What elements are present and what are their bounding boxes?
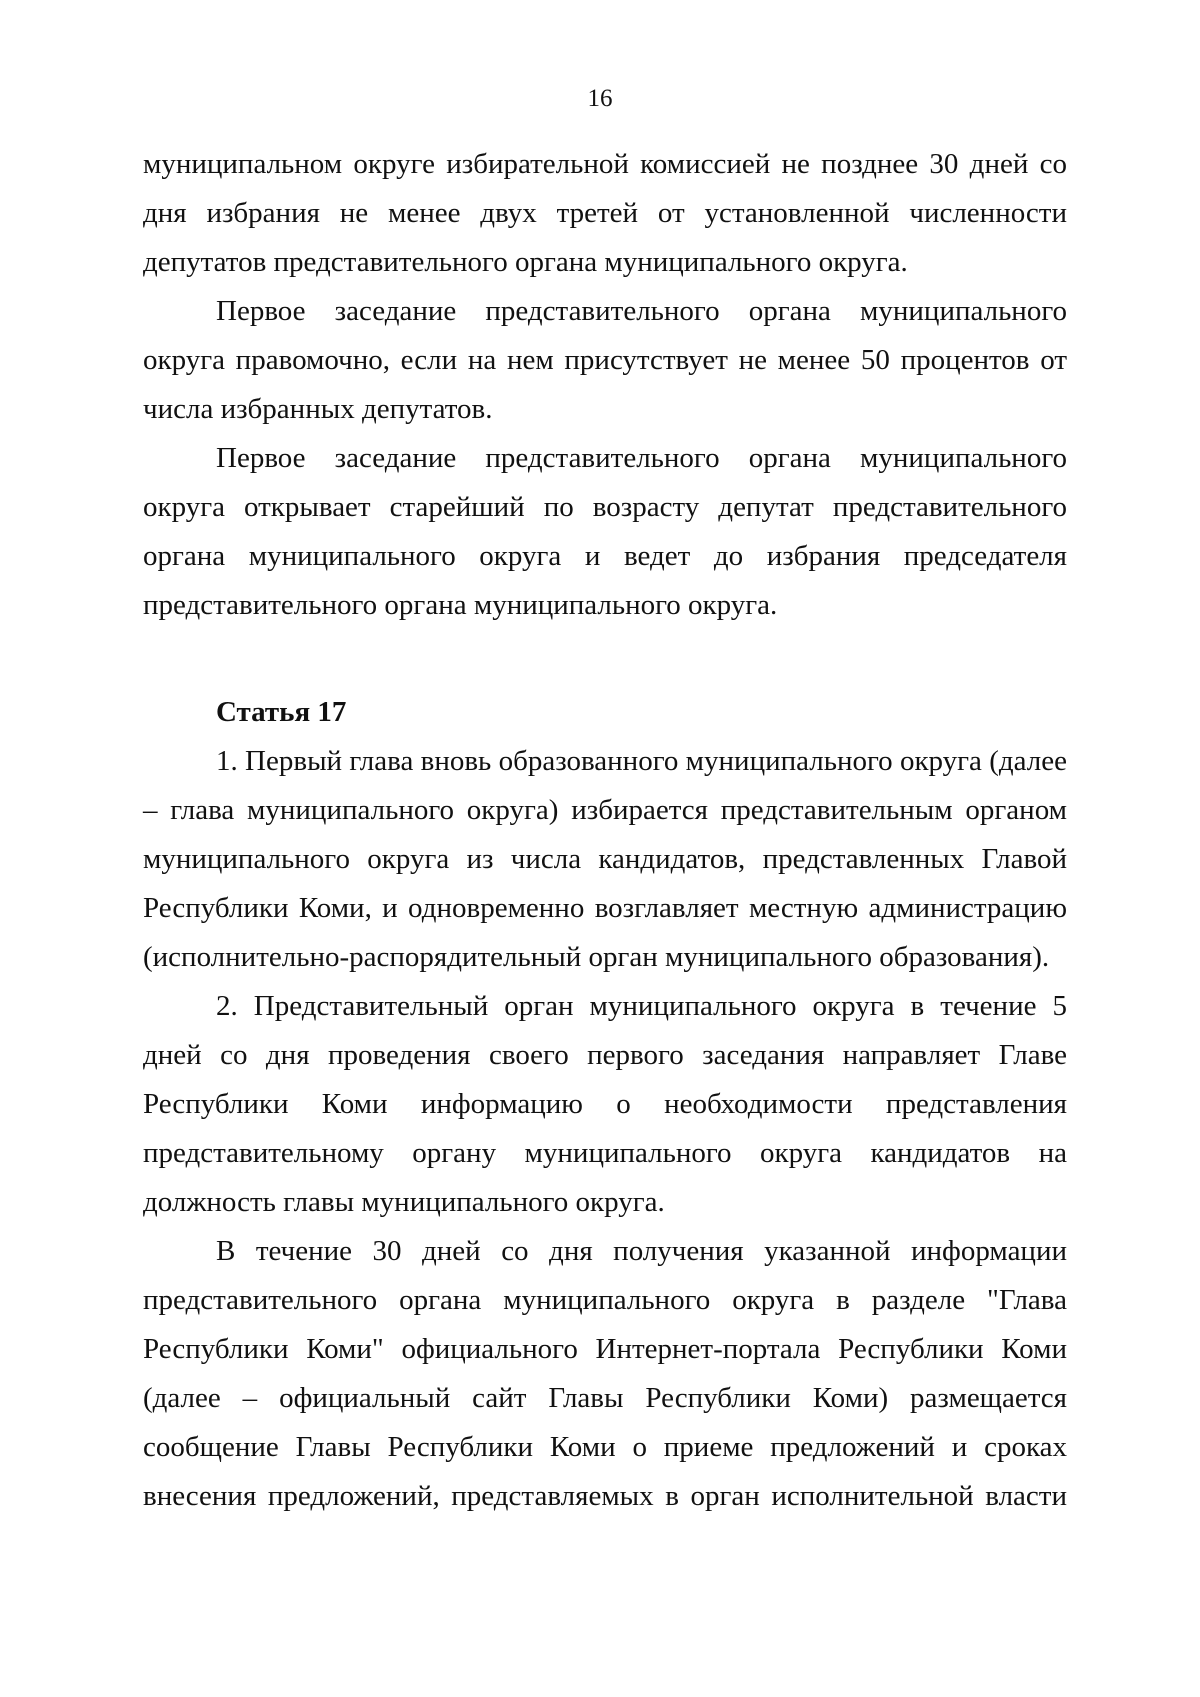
article-paragraph-3: В течение 30 дней со дня получения указанной информации представительного органа муниципального округа в разделе "Глава Республики Коми" официального Интернет-портала Республики Коми (далее – официальный сайт Главы Республики Коми) размещается сообщение Главы Республики Коми о приеме предложений и сроках внесения предложений, представляемых в орган исполнительной власти	[143, 1235, 1067, 1512]
article-paragraph-1: 1. Первый глава вновь образованного муниципального округа (далее – глава муниципального округа) избирается представительным органом муниципального округа из числа кандидатов, представленных Главой Республики Коми, и одновременно возглавляет местную администрацию (исполнительно-распорядительный орган муниципального образования).	[143, 745, 1067, 973]
document-body	[143, 140, 1067, 1521]
paragraph-first-session-opening: Первое заседание представительного органа муниципального округа открывает старейший по возрасту депутат представительного органа муниципального округа и ведет до избрания председателя представительного органа муниципального округа.	[143, 442, 1067, 621]
article-heading: Статья 17	[216, 696, 347, 728]
page-number: 16	[587, 85, 613, 112]
paragraph-first-session-quorum: Первое заседание представительного органа муниципального округа правомочно, если на нем присутствует не менее 50 процентов от числа избранных депутатов.	[143, 295, 1067, 425]
paragraph-continuation: муниципальном округе избирательной комиссией не позднее 30 дней со дня избрания не менее двух третей от установленной численности депутатов представительного органа муниципального округа.	[143, 148, 1067, 278]
article-paragraph-2: 2. Представительный орган муниципального округа в течение 5 дней со дня проведения своего первого заседания направляет Главе Республики Коми информацию о необходимости представления представительному органу муниципального округа кандидатов на должность главы муниципального округа.	[143, 990, 1067, 1218]
